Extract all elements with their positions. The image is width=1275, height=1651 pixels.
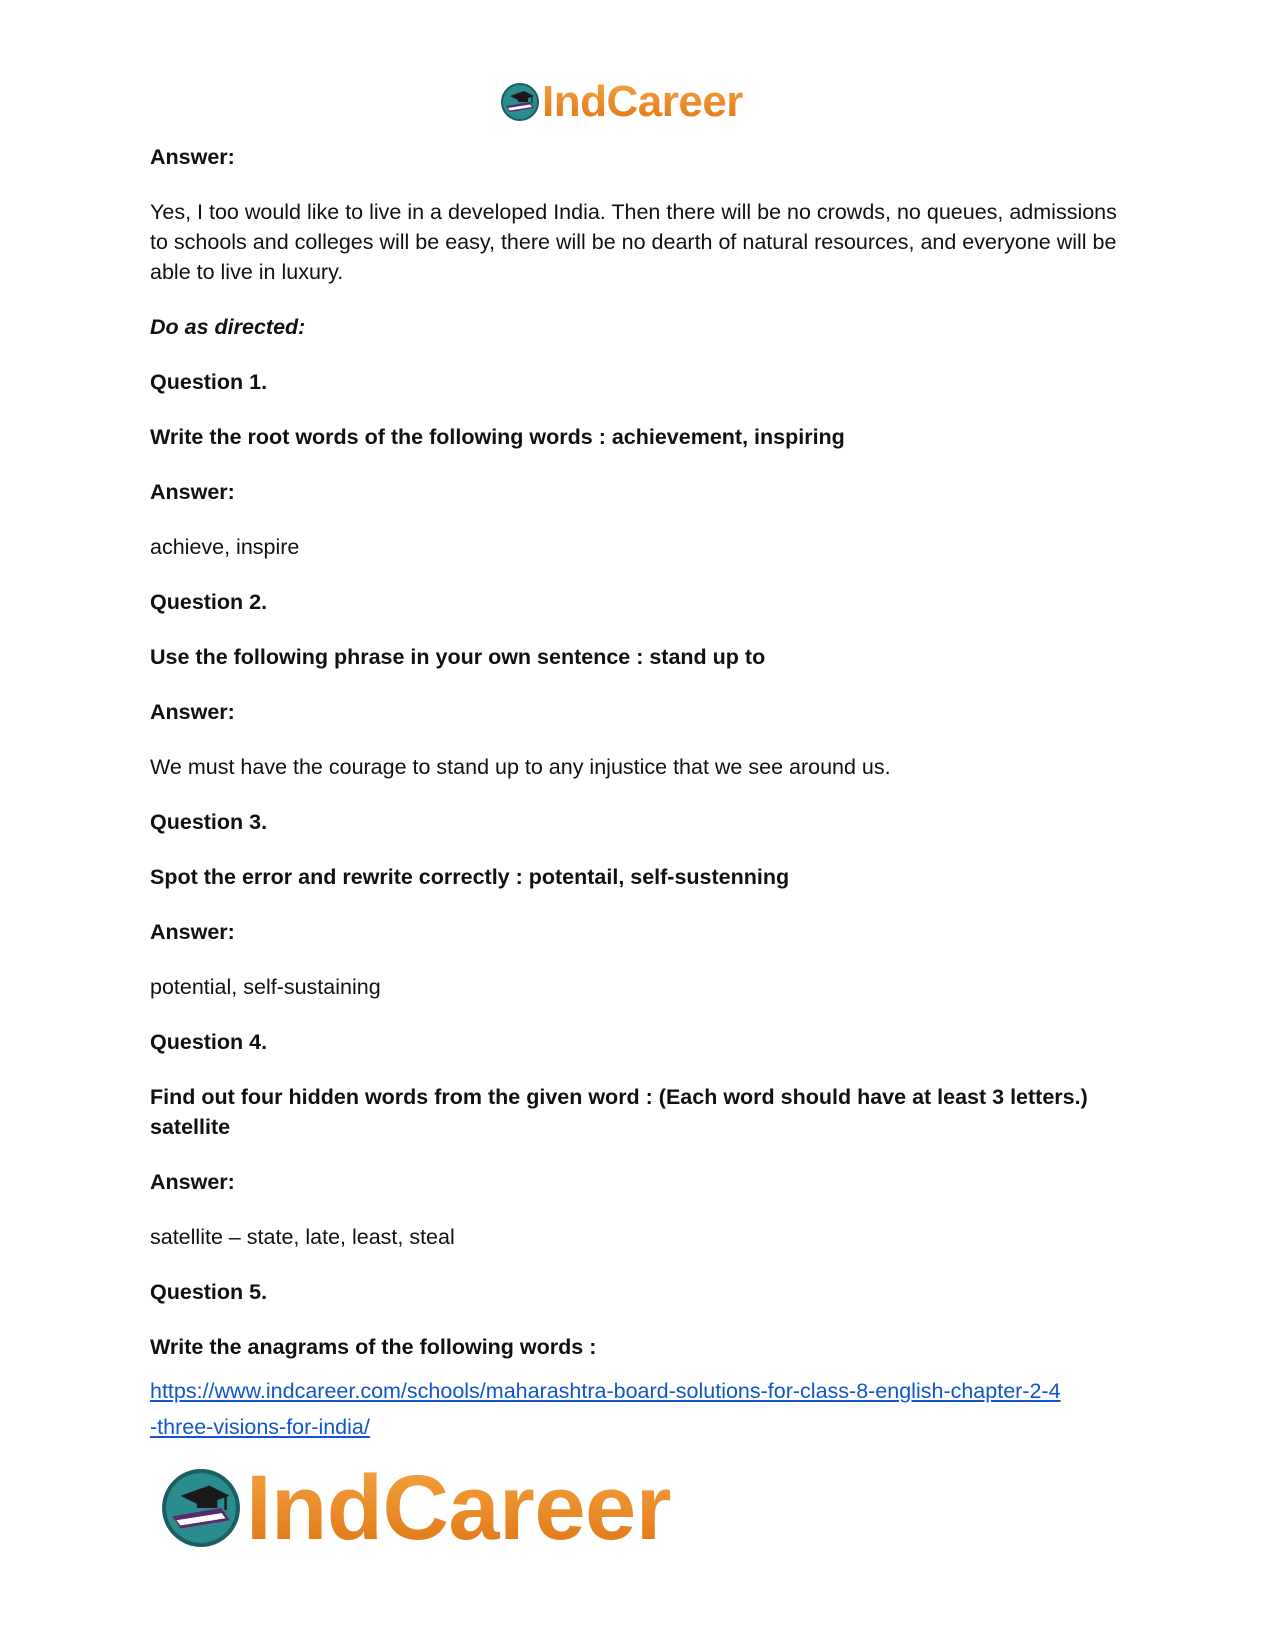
logo-wordmark: IndCareer: [542, 77, 743, 126]
question-text: Spot the error and rewrite correctly : potentail, self-sustenning: [150, 865, 790, 889]
answer-text: We must have the courage to stand up to any injustice that we see around us.: [150, 755, 891, 779]
question-label: Question 5.: [150, 1280, 268, 1304]
footer-logo: [160, 1457, 671, 1559]
logo-wordmark: IndCareer: [246, 1457, 671, 1559]
answer-text: achieve, inspire: [150, 535, 300, 559]
question-text: Write the root words of the following words : achievement, inspiring: [150, 425, 845, 449]
question-text: Write the anagrams of the following words :: [150, 1335, 597, 1359]
question-label: Question 3.: [150, 810, 268, 834]
header-logo: [500, 77, 743, 126]
answer-text: satellite – state, late, least, steal: [150, 1225, 455, 1249]
question-label: Question 2.: [150, 590, 268, 614]
source-link-line1[interactable]: https://www.indcareer.com/schools/maharashtra-board-solutions-for-class-8-english-chapter-2-4: [150, 1379, 1061, 1403]
answer-label: Answer:: [150, 480, 235, 504]
document-body: [150, 142, 1130, 1445]
answer-text: potential, self-sustaining: [150, 975, 381, 999]
question-text: Use the following phrase in your own sentence : stand up to: [150, 645, 766, 669]
answer-text: Yes, I too would like to live in a developed India. Then there will be no crowds, no queues, admissions to schools and colleges will be easy, there will be no dearth of natural resources, and everyone will be able to live in luxury.: [150, 200, 1117, 284]
source-link-line2[interactable]: -three-visions-for-india/: [150, 1415, 370, 1439]
answer-label: Answer:: [150, 920, 235, 944]
question-label: Question 4.: [150, 1030, 268, 1054]
section-heading: Do as directed:: [150, 315, 306, 339]
source-link[interactable]: [150, 1373, 1130, 1445]
answer-label: Answer:: [150, 145, 235, 169]
graduation-cap-book-icon: [500, 82, 540, 122]
answer-label: Answer:: [150, 1170, 235, 1194]
answer-label: Answer:: [150, 700, 235, 724]
question-label: Question 1.: [150, 370, 268, 394]
graduation-cap-book-icon: [160, 1467, 242, 1549]
question-text: Find out four hidden words from the given word : (Each word should have at least 3 letters.) satellite: [150, 1085, 1088, 1139]
